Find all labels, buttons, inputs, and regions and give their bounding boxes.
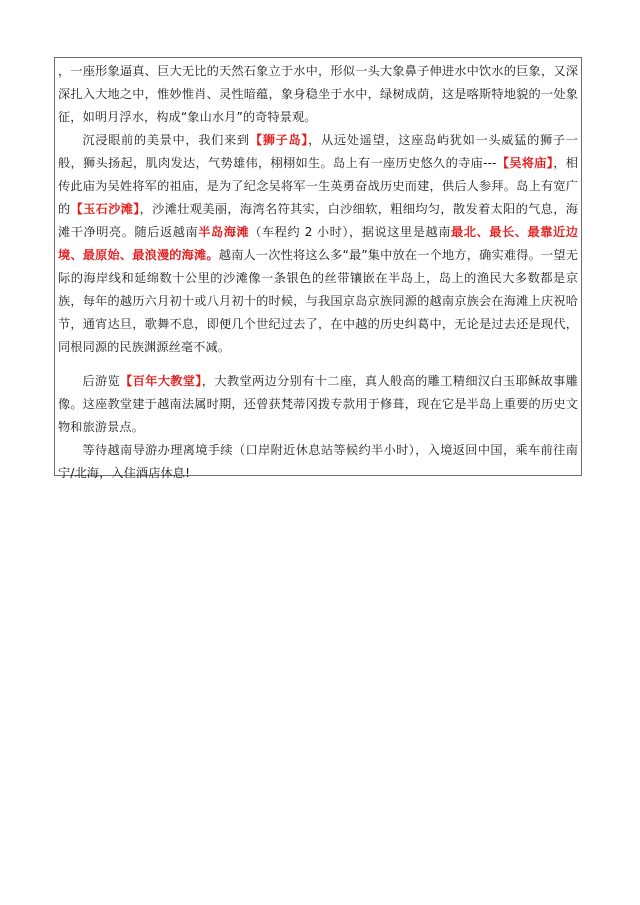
paragraph-text: ，一座形象逼真、巨大无比的天然石象立于水中，形似一头大象鼻子伸进水中饮水的巨象，又深深扎入大地之中，惟妙惟肖、灵性暗蕴，象身稳坐于水中，绿树成荫，这是喀斯特地貌的一处象征，如明月浮水，构成“象山水月”的奇特景观。 bbox=[58, 64, 578, 124]
highlight-wu-general-temple: 【吴将庙】 bbox=[496, 156, 554, 170]
paragraph-text: 后游览 bbox=[82, 374, 121, 388]
paragraph-text: 越南人一次性将这么多“最”集中放在一个地方，确实难得。一望无际的海岸线和延绵数十公里的沙滩像一条银色的丝带镶嵌在半岛上，岛上的渔民大多数都是京族，每年的越历六月初十或八月初十的时候，与我国京岛京族同源的越南京族会在海滩上庆祝哈节，通宵达旦，歌舞不息，即便几个世纪过去了，在中越的历史纠葛中，无论是过去还是现代，同根同源的民族渊源丝毫不减。 bbox=[58, 248, 578, 354]
itinerary-content bbox=[58, 60, 578, 485]
paragraph-elephant-hill bbox=[58, 60, 578, 129]
paragraph-text: 等待越南导游办理离境手续（口岸附近休息站等候约半小时），入境返回中国，乘车前往南宁/北海，入住酒店休息! bbox=[58, 443, 578, 480]
highlight-beach-superlatives: 最北、最长、最靠近边境、最原始、最浪漫的海滩。 bbox=[58, 225, 578, 262]
paragraph-text: ，大教堂两边分别有十二座，真人般高的雕工精细汉白玉耶稣故事雕像。这座教堂建于越南法属时期，还曾获梵蒂冈拨专款用于修葺，现在它是半岛上重要的历史文物和旅游景点。 bbox=[58, 374, 578, 434]
paragraph-text: （车程约 2 小时），据说这里是越南 bbox=[249, 225, 451, 239]
paragraph-text: ，沙滩壮观美丽，海湾名符其实，白沙细软，粗细均匀，散发着太阳的气息，海滩干净明亮。随后返越南 bbox=[58, 202, 579, 239]
highlight-lion-island: 【狮子岛】 bbox=[249, 133, 309, 147]
highlight-jade-beach: 【玉石沙滩】 bbox=[70, 202, 140, 216]
highlight-peninsula-beach: 半岛海滩 bbox=[198, 225, 250, 239]
paragraph-cathedral bbox=[58, 370, 578, 439]
paragraph-lion-island bbox=[58, 129, 578, 359]
paragraph-text: 沉浸眼前的美景中，我们来到 bbox=[82, 133, 250, 147]
paragraph-text: ，相传此庙为吴姓将军的祖庙，是为了纪念吴将军一生英勇奋战历史而建，供后人参拜。岛上有宽广的 bbox=[58, 156, 578, 216]
paragraph-text: ，从远处遥望，这座岛屿犹如一头威猛的狮子一般，狮头扬起，肌肉发达，气势雄伟，栩栩如生。岛上有一座历史悠久的寺庙--- bbox=[58, 133, 578, 170]
paragraph-return-journey bbox=[58, 439, 578, 485]
highlight-century-cathedral: 【百年大教堂】 bbox=[120, 374, 202, 388]
